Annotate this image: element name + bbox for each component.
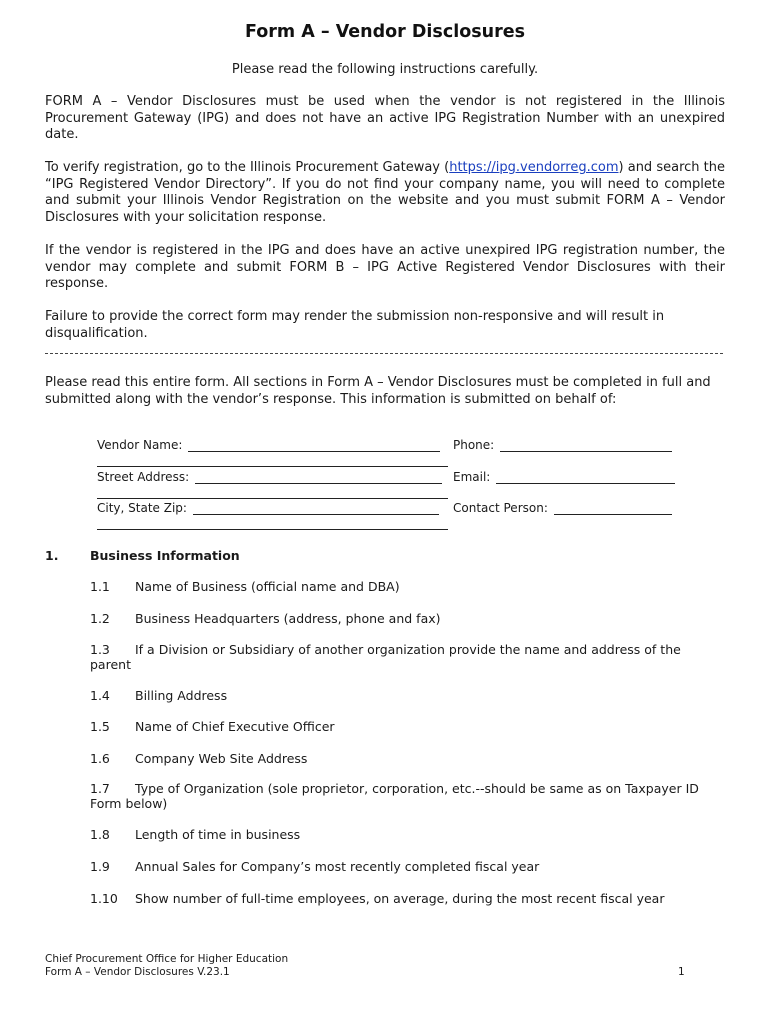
city-state-zip-blank[interactable]: [193, 501, 439, 515]
phone-label: Phone:: [453, 438, 495, 452]
paragraph-failure-warning: Failure to provide the correct form may render the submission non-responsive and will result in disqualification.: [45, 309, 665, 341]
section-title: Business Information: [90, 548, 240, 563]
item-text: Annual Sales for Company’s most recently completed fiscal year: [135, 859, 540, 874]
paragraph-verify-registration: [45, 160, 725, 226]
item-number: 1.9: [90, 859, 110, 874]
email-field[interactable]: [453, 470, 675, 484]
paragraph-form-a-usage: FORM A – Vendor Disclosures must be used when the vendor is not registered in the Illinois Procurement Gateway (IPG) and does not have an active IPG Registration Number with an unexpired date.: [45, 94, 725, 142]
dashed-separator: [45, 353, 723, 354]
item-text: If a Division or Subsidiary of another organization provide the name and address of the parent: [90, 642, 681, 672]
item-text: Billing Address: [135, 688, 228, 703]
section-number: 1.: [45, 548, 59, 563]
item-number: 1.7: [90, 781, 110, 796]
item-number: 1.1: [90, 579, 110, 594]
list-item: [90, 782, 705, 811]
list-item: [90, 892, 705, 907]
phone-blank[interactable]: [500, 438, 672, 452]
email-blank[interactable]: [496, 470, 675, 484]
item-number: 1.10: [90, 891, 118, 906]
item-number: 1.4: [90, 688, 110, 703]
list-item: [90, 580, 705, 595]
city-state-zip-continuation-line[interactable]: [97, 529, 448, 530]
list-item: [90, 828, 705, 843]
footer-form-version: Form A – Vendor Disclosures V.23.1: [45, 966, 230, 978]
item-text: Name of Business (official name and DBA): [135, 579, 400, 594]
city-state-zip-field[interactable]: [97, 501, 439, 515]
street-address-continuation-line[interactable]: [97, 498, 448, 499]
page-number: 1: [678, 966, 685, 978]
vendor-name-blank[interactable]: [188, 438, 440, 452]
street-address-label: Street Address:: [97, 470, 190, 484]
list-item: [90, 689, 705, 704]
list-item: [90, 612, 705, 627]
item-text: Business Headquarters (address, phone and fax): [135, 611, 441, 626]
paragraph-verify-text-start: To verify registration, go to the Illinois Procurement Gateway (: [45, 160, 450, 175]
item-text: Type of Organization (sole proprietor, corporation, etc.--should be same as on Taxpayer ID Form below): [90, 781, 699, 811]
list-item: [90, 720, 705, 735]
item-number: 1.6: [90, 751, 110, 766]
paragraph-form-b-usage: If the vendor is registered in the IPG and does have an active unexpired IPG registration number, the vendor may complete and submit FORM B – IPG Active Registered Vendor Disclosures with their response.: [45, 243, 725, 291]
list-item: [90, 643, 705, 672]
vendor-name-continuation-line[interactable]: [97, 466, 448, 467]
instructions-subtitle: Please read the following instructions carefully.: [231, 62, 539, 77]
form-title: Form A – Vendor Disclosures: [244, 22, 526, 42]
list-item: [90, 752, 705, 767]
item-text: Length of time in business: [135, 827, 301, 842]
item-text: Show number of full-time employees, on average, during the most recent fiscal year: [135, 891, 665, 906]
item-text: Name of Chief Executive Officer: [135, 719, 335, 734]
contact-person-label: Contact Person:: [453, 501, 548, 515]
item-number: 1.8: [90, 827, 110, 842]
phone-field[interactable]: [453, 438, 672, 452]
footer-office: Chief Procurement Office for Higher Education: [45, 953, 289, 965]
list-item: [90, 860, 705, 875]
email-label: Email:: [453, 470, 491, 484]
item-number: 1.3: [90, 642, 110, 657]
street-address-blank[interactable]: [195, 470, 442, 484]
vendor-name-label: Vendor Name:: [97, 438, 183, 452]
item-number: 1.5: [90, 719, 110, 734]
item-text: Company Web Site Address: [135, 751, 308, 766]
street-address-field[interactable]: [97, 470, 442, 484]
contact-person-field[interactable]: [453, 501, 672, 515]
paragraph-verify-text-end: ) and search the “IPG Registered Vendor Directory”. If you do not find your company name, you will need to complete and submit your Illinois Vendor Registration on the website and you must submit FORM A – Vendor Disclosures with your solicitation response.: [45, 160, 725, 225]
paragraph-complete-form: Please read this entire form. All sections in Form A – Vendor Disclosures must be completed in full and submitted along with the vendor’s response. This information is submitted on behalf of:: [45, 375, 711, 407]
contact-person-blank[interactable]: [554, 501, 672, 515]
ipg-link[interactable]: https://ipg.vendorreg.com: [449, 160, 619, 175]
item-number: 1.2: [90, 611, 110, 626]
city-state-zip-label: City, State Zip:: [97, 501, 187, 515]
vendor-name-field[interactable]: [97, 438, 440, 452]
